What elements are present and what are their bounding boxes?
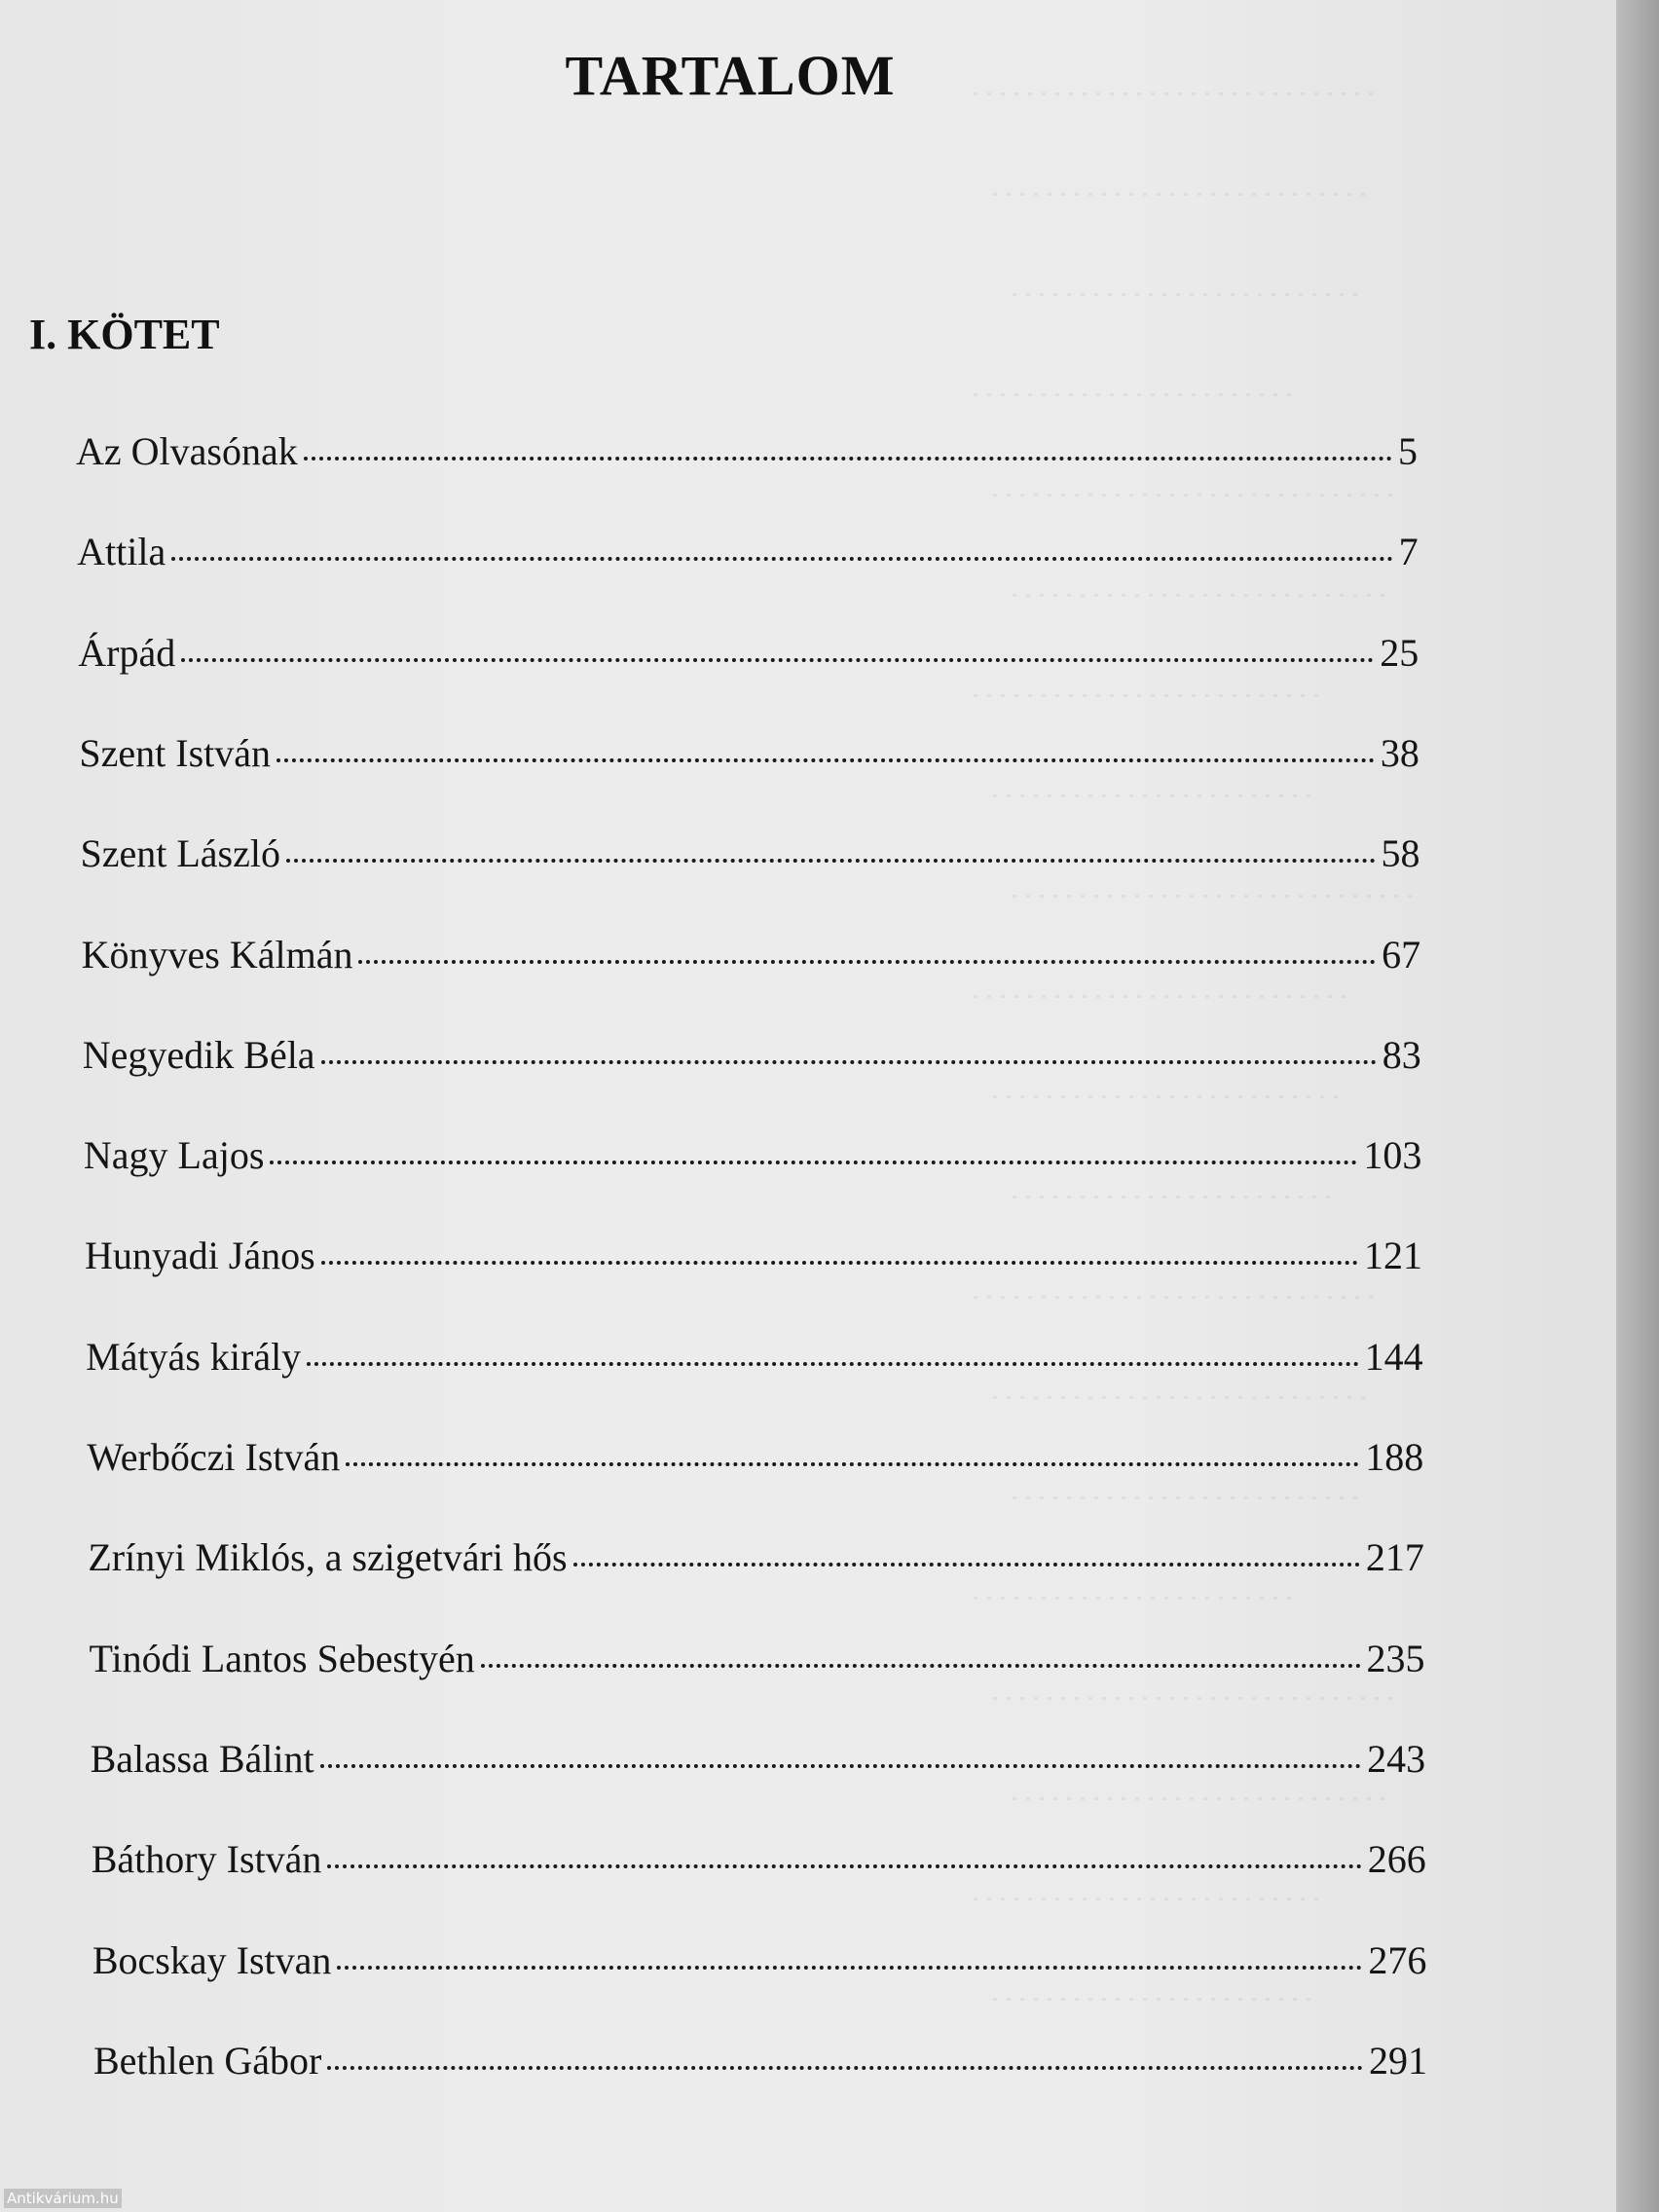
toc-dot-leader: [286, 849, 1376, 863]
toc-dot-leader: [321, 1251, 1358, 1265]
toc-entry: [87, 1434, 1423, 1489]
page-title: TARTALOM: [565, 44, 896, 107]
toc-dot-leader: [307, 1352, 1358, 1366]
toc-dot-leader: [346, 1453, 1359, 1466]
toc-entry-title: Werbőczi István: [87, 1435, 341, 1479]
toc-entry-page-number: 217: [1365, 1535, 1424, 1580]
toc-entry: [77, 529, 1419, 583]
toc-entry-title: Szent László: [80, 831, 280, 876]
toc-entry-page-number: 144: [1364, 1334, 1423, 1379]
toc-dot-leader: [327, 1855, 1361, 1868]
toc-entry: [91, 1736, 1426, 1790]
toc-dot-leader: [181, 648, 1374, 662]
toc-entry-page-number: 83: [1382, 1032, 1421, 1077]
toc-entry-title: Tinódi Lantos Sebestyén: [89, 1636, 475, 1680]
toc-entry-page-number: 291: [1369, 2038, 1427, 2083]
toc-dot-leader: [276, 749, 1375, 762]
toc-entry: [88, 1534, 1424, 1589]
toc-entry: [92, 1937, 1427, 1992]
watermark: Antikvárium.hu: [4, 2189, 122, 2208]
toc-entry-title: Az Olvasónak: [76, 429, 298, 473]
toc-dot-leader: [320, 1754, 1362, 1768]
toc-dot-leader: [327, 2056, 1363, 2070]
toc-entry-page-number: 5: [1398, 429, 1418, 473]
toc-dot-leader: [270, 1151, 1357, 1164]
toc-entry: [83, 1032, 1421, 1087]
toc-entry: [92, 1836, 1426, 1891]
toc-entry-title: Árpád: [78, 630, 176, 675]
toc-entry-page-number: 38: [1380, 730, 1419, 775]
toc-entry-title: Hunyadi János: [85, 1234, 315, 1278]
toc-entry-title: Könyves Kálmán: [81, 932, 353, 977]
toc-entry-title: Zrínyi Miklós, a szigetvári hős: [88, 1535, 568, 1580]
toc-entry: [82, 932, 1421, 986]
book-gutter: [1616, 0, 1659, 2212]
toc-entry-page-number: 121: [1364, 1234, 1422, 1278]
toc-entry: [78, 630, 1419, 684]
toc-entry-page-number: 243: [1367, 1736, 1426, 1781]
toc-entry-title: Báthory István: [91, 1837, 322, 1882]
toc-entry-page-number: 188: [1365, 1435, 1424, 1479]
toc-entry-page-number: 235: [1366, 1636, 1425, 1680]
toc-entry-title: Bethlen Gábor: [93, 2038, 322, 2083]
toc-entry: [81, 830, 1420, 885]
toc-entry-page-number: 67: [1382, 932, 1421, 977]
toc-entry-page-number: 25: [1380, 630, 1419, 675]
toc-dot-leader: [481, 1654, 1361, 1668]
toc-entry-title: Negyedik Béla: [82, 1032, 315, 1077]
toc-entry: [79, 730, 1419, 785]
toc-entry: [85, 1233, 1422, 1287]
toc-entry-title: Attila: [77, 530, 166, 574]
toc-dot-leader: [337, 1956, 1362, 1970]
toc-entry-title: Bocskay Istvan: [92, 1937, 332, 1982]
toc-dot-leader: [573, 1553, 1360, 1567]
toc-entry: [86, 1334, 1423, 1388]
toc-entry-page-number: 266: [1367, 1837, 1426, 1882]
toc-entry-page-number: 103: [1363, 1133, 1422, 1178]
section-heading: I. KÖTET: [29, 311, 220, 358]
toc-dot-leader: [304, 447, 1392, 461]
toc-entry-page-number: 7: [1398, 530, 1419, 574]
toc-entry-title: Szent István: [79, 730, 271, 775]
toc-entry-title: Balassa Bálint: [90, 1736, 314, 1781]
toc-entry: [76, 428, 1418, 483]
toc-entry-title: Nagy Lajos: [83, 1133, 265, 1178]
toc-dot-leader: [171, 547, 1392, 561]
toc-dot-leader: [358, 950, 1376, 964]
toc-entry-page-number: 58: [1381, 831, 1420, 876]
toc-dot-leader: [321, 1051, 1377, 1064]
toc-entry: [84, 1132, 1422, 1187]
toc-entry: [93, 2038, 1427, 2092]
toc-entry-title: Mátyás király: [86, 1334, 302, 1379]
toc-entry-page-number: 276: [1368, 1937, 1427, 1982]
toc-entry: [90, 1636, 1425, 1690]
